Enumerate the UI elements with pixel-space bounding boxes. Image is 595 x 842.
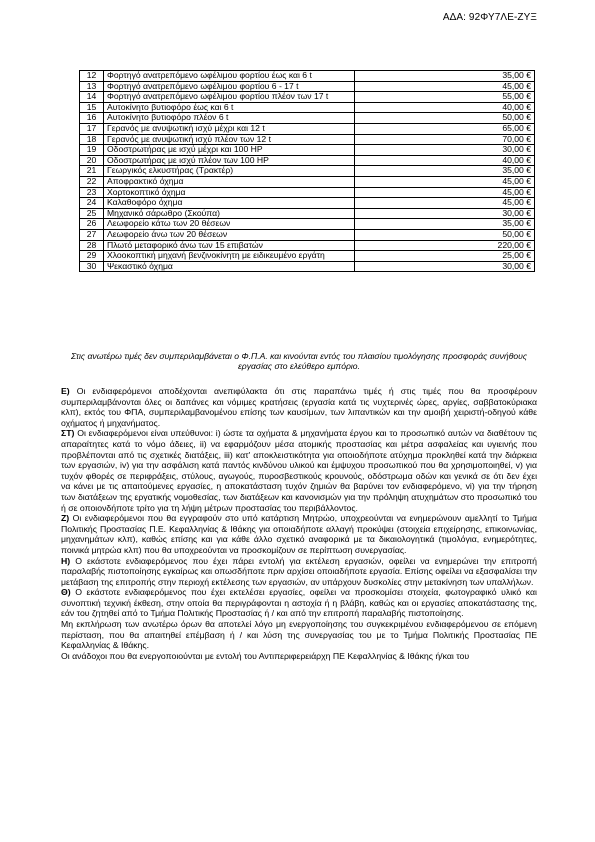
table-row bbox=[80, 251, 535, 262]
row-number: 29 bbox=[80, 251, 104, 262]
table-row bbox=[80, 102, 535, 113]
row-price: 35,00 € bbox=[355, 219, 535, 230]
row-description: Αποφρακτικό όχημα bbox=[104, 176, 355, 187]
term-text: Οι ενδιαφερόμενοι που θα εγγραφούν στο υπό κατάρτιση Μητρώο, υποχρεούνται να ενημερώνουν αμελλητί το Τμήμα Πολιτικής Προστασίας Π.Ε. Κεφαλληνίας & Ιθάκης για οποιαδήποτε αλλαγή προκύψει (στοιχεία επιχείρησης, επικοινωνίας, μηχανημάτων κλπ), καθώς επίσης και για κάθε άλλο σχετικό αναφορικά με τα δικαιολογητικά (τιμολόγια, ενημερότητες, ποινικά μητρώα κλπ) που θα υποχρεούνται να προσκομίζουν σε περίπτωση συνεργασίας. bbox=[61, 513, 537, 555]
row-description: Γερανός με ανυψωτική ισχύ μέχρι και 12 t bbox=[104, 123, 355, 134]
row-number: 26 bbox=[80, 219, 104, 230]
ada-code: ΑΔΑ: 92ΦΥ7ΛΕ-ΖΥΞ bbox=[442, 12, 537, 23]
rates-table bbox=[79, 70, 535, 272]
term-text: Οι ενδιαφερόμενοι αποδέχονται ανεπιφύλακτα ότι στις παραπάνω τιμές ή στις τιμές που θα προσφέρουν συμπεριλαμβάνονται όλες οι δαπάνες και νόμιμες κρατήσεις (εργασία κατά τις νυχτερινές ώρες, αργίες, σαββατοκύριακα κλπ), εκτός του ΦΠΑ, συμπεριλαμβανομένου επίσης των καυσίμων, των λιπαντικών και την αμοιβή χειριστή-οδηγού κάθε οχήματος ή μηχανήματος. bbox=[61, 386, 537, 428]
row-price: 45,00 € bbox=[355, 187, 535, 198]
table-row bbox=[80, 71, 535, 82]
term-paragraph bbox=[61, 587, 537, 619]
table-row bbox=[80, 187, 535, 198]
table-row bbox=[80, 134, 535, 145]
row-number: 24 bbox=[80, 198, 104, 209]
term-text: Ο εκάστοτε ενδιαφερόμενος που έχει πάρει εντολή για εκτέλεση εργασιών, οφείλει να ενημερώνει την επιτροπή παραλαβής πιστοποίησης εγκαίρως και οπωσδήποτε πριν αρχίσει οποιαδήποτε εργασία. Επίσης οφείλει να εξασφαλίσει την μετάβαση της επιτροπής στην περιοχή εκτέλεσης των εργασιών, αν υπάρχουν δυσκολίες στην μετακίνηση των υπαλλήλων. bbox=[61, 555, 537, 587]
term-label: Ε) bbox=[61, 386, 70, 396]
table-row bbox=[80, 92, 535, 103]
row-number: 28 bbox=[80, 240, 104, 251]
term-paragraph bbox=[61, 619, 537, 651]
row-price: 70,00 € bbox=[355, 134, 535, 145]
term-paragraph bbox=[61, 386, 537, 428]
row-description: Αυτοκίνητο βυτιοφόρο έως και 6 t bbox=[104, 102, 355, 113]
row-number: 25 bbox=[80, 208, 104, 219]
row-description: Φορτηγό ανατρεπόμενο ωφέλιμου φορτίου πλέον των 17 t bbox=[104, 92, 355, 103]
term-text: Οι ενδιαφερόμενοι είναι υπεύθυνοι: i) ώστε τα οχήματα & μηχανήματα έργου και το προσωπικό αυτών να διαθέτουν τις απαραίτητες κατά το νόμο άδειες, ii) να εφαρμόζουν μέσα ατομικής προστασίας και μέτρα ασφαλείας και υγιεινής που προβλέπονται από τις σχετικές διατάξεις, iii) κατ' αποκλειστικότητα για οποιοδήποτε ατύχημα προκληθεί κατά την διάρκεια των εργασιών, iv) για την ασφάλιση κατά παντός κινδύνου υλικού και έμψυχου προσωπικού που θα χρησιμοποιηθεί, v) για τυχόν φθορές σε περιφράξεις, στύλους, αγωγούς, πυροσβεστικούς κρουνούς, οδόστρωμα οδών και γενικά σε ότι δεν έχει να κάνει με τις απαιτούμενες εργασίες, η αποκατάσταση τυχόν ζημιών θα βαρύνει τον ενδιαφερόμενο, vi) για την τήρηση των διατάξεων της εργατικής νομοθεσίας, των διατάξεων και κανονισμών για την πρόληψη ατυχημάτων στο προσωπικό του ή σε οποιονδήποτε τρίτο για τη λήψη μέτρων προστασίας του περιβάλλοντος. bbox=[61, 428, 537, 513]
term-label: Ζ) bbox=[61, 513, 70, 524]
row-description: Λεωφορείο κάτω των 20 θέσεων bbox=[104, 219, 355, 230]
row-number: 18 bbox=[80, 134, 104, 145]
row-description: Ψεκαστικό όχημα bbox=[104, 261, 355, 272]
row-price: 35,00 € bbox=[355, 71, 535, 82]
row-number: 17 bbox=[80, 123, 104, 134]
row-price: 30,00 € bbox=[355, 208, 535, 219]
row-price: 45,00 € bbox=[355, 198, 535, 209]
row-price: 35,00 € bbox=[355, 166, 535, 177]
row-description: Καλαθοφόρο όχημα bbox=[104, 198, 355, 209]
term-paragraph bbox=[61, 556, 537, 588]
row-number: 12 bbox=[80, 71, 104, 82]
row-description: Πλωτό μεταφορικό άνω των 15 επιβατών bbox=[104, 240, 355, 251]
term-label: Η) bbox=[61, 555, 71, 566]
row-price: 30,00 € bbox=[355, 261, 535, 272]
table-row bbox=[80, 176, 535, 187]
row-number: 13 bbox=[80, 81, 104, 92]
table-row bbox=[80, 81, 535, 92]
row-price: 40,00 € bbox=[355, 102, 535, 113]
terms-body bbox=[61, 386, 537, 661]
row-description: Φορτηγό ανατρεπόμενο ωφέλιμου φορτίου 6 - 17 t bbox=[104, 81, 355, 92]
table-row bbox=[80, 155, 535, 166]
row-price: 40,00 € bbox=[355, 155, 535, 166]
term-text: Μη εκπλήρωση των ανωτέρω όρων θα αποτελεί λόγο μη ενεργοποίησης του συγκεκριμένου ενδιαφερόμενου σε επόμενη περίσταση, που θα απαιτηθεί επέμβαση ή / και λύση της συνεργασίας του με το Τμήμα Πολιτικής Προστασίας ΠΕ Κεφαλληνίας & Ιθάκης. bbox=[61, 619, 537, 651]
row-number: 30 bbox=[80, 261, 104, 272]
row-price: 65,00 € bbox=[355, 123, 535, 134]
row-number: 22 bbox=[80, 176, 104, 187]
row-price: 50,00 € bbox=[355, 229, 535, 240]
row-price: 45,00 € bbox=[355, 81, 535, 92]
term-label: ΣΤ) bbox=[61, 428, 75, 439]
table-row bbox=[80, 166, 535, 177]
term-text: Ο εκάστοτε ενδιαφερόμενος που έχει εκτελέσει εργασίες, οφείλει να προσκομίσει στοιχεία, φωτογραφικό υλικό και συνοπτική τεχνική έκθεση, στην οποία θα περιγράφονται η αστοχία ή η βλάβη, καθώς και οι εργασίες αποκατάστασης της, εάν του ζητηθεί από το Τμήμα Πολιτικής Προστασίας ή / και από την επιτροπή παραλαβής πιστοποίησης. bbox=[61, 587, 537, 619]
row-description: Αυτοκίνητο βυτιοφόρο πλέον 6 t bbox=[104, 113, 355, 124]
row-number: 14 bbox=[80, 92, 104, 103]
row-description: Οδοστρωτήρας με ισχύ πλέον των 100 HP bbox=[104, 155, 355, 166]
row-number: 19 bbox=[80, 145, 104, 156]
row-number: 20 bbox=[80, 155, 104, 166]
row-number: 15 bbox=[80, 102, 104, 113]
term-label: Θ) bbox=[61, 587, 71, 598]
row-number: 16 bbox=[80, 113, 104, 124]
row-price: 45,00 € bbox=[355, 176, 535, 187]
row-number: 21 bbox=[80, 166, 104, 177]
row-description: Μηχανικό σάρωθρο (Σκούπα) bbox=[104, 208, 355, 219]
row-description: Γερανός με ανυψωτική ισχύ πλέον των 12 t bbox=[104, 134, 355, 145]
term-paragraph bbox=[61, 651, 537, 662]
table-row bbox=[80, 229, 535, 240]
table-row bbox=[80, 208, 535, 219]
row-description: Χλοοκοπτική μηχανή βενζινοκίνητη με ειδικευμένο εργάτη bbox=[104, 251, 355, 262]
row-price: 50,00 € bbox=[355, 113, 535, 124]
row-description: Χορτοκοπτικό όχημα bbox=[104, 187, 355, 198]
row-number: 23 bbox=[80, 187, 104, 198]
row-price: 55,00 € bbox=[355, 92, 535, 103]
table-row bbox=[80, 261, 535, 272]
row-price: 220,00 € bbox=[355, 240, 535, 251]
table-row bbox=[80, 145, 535, 156]
vat-note: Στις ανωτέρω τιμές δεν συμπεριλαμβάνεται ο Φ.Π.Α. και κινούνται εντός του πλαισίου τιμολόγησης προσφοράς συνήθους εργασίας στο ελεύθερο εμπόριο. bbox=[70, 351, 528, 372]
table-row bbox=[80, 198, 535, 209]
row-price: 25,00 € bbox=[355, 251, 535, 262]
row-number: 27 bbox=[80, 229, 104, 240]
table-row bbox=[80, 123, 535, 134]
row-description: Γεωργικός ελκυστήρας (Τρακτέρ) bbox=[104, 166, 355, 177]
term-paragraph bbox=[61, 428, 537, 513]
table-row bbox=[80, 113, 535, 124]
term-text: Οι ανάδοχοι που θα ενεργοποιούνται με εντολή του Αντιπεριφερειάρχη ΠΕ Κεφαλληνίας & Ιθάκης ή/και του bbox=[61, 650, 470, 661]
term-paragraph bbox=[61, 513, 537, 555]
row-description: Φορτηγό ανατρεπόμενο ωφέλιμου φορτίου έως και 6 t bbox=[104, 71, 355, 82]
row-description: Λεωφορείο άνω των 20 θέσεων bbox=[104, 229, 355, 240]
table-row bbox=[80, 240, 535, 251]
row-price: 30,00 € bbox=[355, 145, 535, 156]
row-description: Οδοστρωτήρας με ισχύ μέχρι και 100 HP bbox=[104, 145, 355, 156]
table-row bbox=[80, 219, 535, 230]
